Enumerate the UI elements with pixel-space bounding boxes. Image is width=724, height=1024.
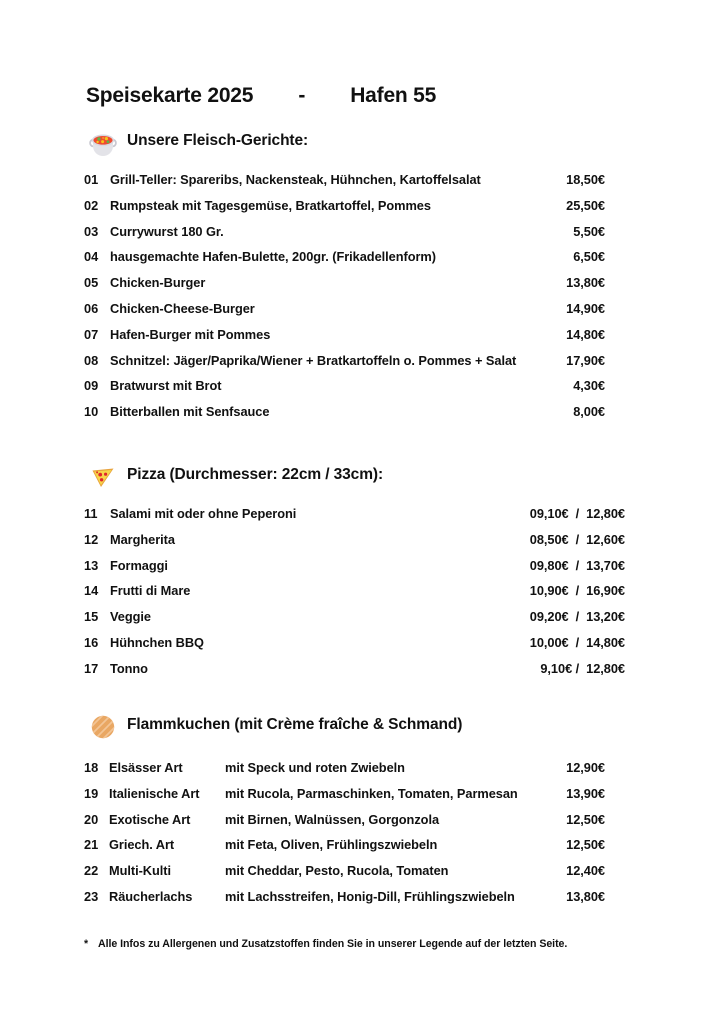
menu-item-row [0,275,724,301]
section-title: Pizza (Durchmesser: 22cm / 33cm): [127,466,384,483]
item-price: 25,50€ [566,197,605,213]
item-name: Hühnchen BBQ [110,634,204,650]
item-name: Veggie [110,609,151,625]
item-name: hausgemachte Hafen-Bulette, 200gr. (Frikadellenform) [110,249,436,265]
item-list [0,172,724,430]
item-description: mit Speck und roten Zwiebeln [225,760,405,775]
item-number: 18 [84,760,99,775]
menu-item-row [0,404,724,430]
item-number: 20 [84,811,99,827]
item-number: 17 [84,660,99,676]
menu-item-row [0,301,724,327]
menu-item-row [0,353,724,379]
item-price: 6,50€ [573,249,605,265]
item-name: Exotische Art [109,811,191,827]
item-number: 14 [84,583,99,599]
item-name: Formaggi [110,557,168,573]
menu-item-row [0,172,724,198]
item-number: 05 [84,275,99,291]
menu-item-row [0,760,724,786]
item-price: 18,50€ [566,172,605,187]
item-number: 04 [84,249,99,265]
item-number: 13 [84,557,99,573]
item-price: 17,90€ [566,352,605,368]
item-price: 10,90€ / 16,90€ [529,583,625,599]
menu-item-row [0,506,724,532]
item-number: 12 [84,531,99,547]
item-number: 09 [84,378,99,394]
menu-item-row [0,812,724,838]
item-name: Räucherlachs [109,888,193,904]
menu-item-row [0,837,724,863]
item-name: Currywurst 180 Gr. [110,223,224,239]
menu-item-row [0,786,724,812]
item-number: 01 [84,172,99,187]
menu-item-row [0,327,724,353]
section-header [0,712,724,742]
item-price: 12,90€ [566,760,605,775]
pizza-slice-icon [88,462,118,492]
menu-item-row [0,558,724,584]
item-list [0,760,724,915]
section-header [0,128,724,158]
item-price: 12,50€ [566,837,605,853]
menu-item-row [0,378,724,404]
item-name: Chicken-Cheese-Burger [110,300,255,316]
item-number: 16 [84,634,99,650]
menu-item-row [0,249,724,275]
allergen-footnote [84,938,567,950]
pot-of-food-icon [88,128,118,158]
item-name: Schnitzel: Jäger/Paprika/Wiener + Bratkartoffeln o. Pommes + Salat [110,352,517,368]
item-number: 06 [84,300,99,316]
item-description: mit Lachsstreifen, Honig-Dill, Frühlingszwiebeln [225,888,515,904]
footnote-marker: * [84,938,89,950]
menu-item-row [0,889,724,915]
item-price: 5,50€ [573,223,605,239]
menu-item-row [0,609,724,635]
item-price: 09,20€ / 13,20€ [529,609,625,625]
item-name: Multi-Kulti [109,863,171,879]
item-price: 13,80€ [566,275,605,291]
page-title: Speisekarte 2025 - Hafen 55 [86,84,437,107]
item-price: 08,50€ / 12,60€ [529,531,625,547]
menu-item-row [0,661,724,687]
section-title: Flammkuchen (mit Crème fraîche & Schmand) [127,716,463,733]
item-number: 11 [84,506,98,521]
item-price: 13,80€ [566,888,605,904]
item-name: Hafen-Burger mit Pommes [110,326,271,342]
item-price: 14,80€ [566,326,605,342]
item-name: Salami mit oder ohne Peperoni [110,506,297,521]
item-price: 9,10€ / 12,80€ [540,660,625,676]
item-name: Italienische Art [109,785,200,801]
item-price: 14,90€ [566,300,605,316]
menu-item-row [0,863,724,889]
item-price: 09,80€ / 13,70€ [529,557,625,573]
item-number: 08 [84,352,99,368]
footnote-text: Alle Infos zu Allergenen und Zusatzstoffen finden Sie in unserer Legende auf der letzten Seite. [98,938,568,950]
section-fleisch [0,128,724,430]
menu-item-row [0,635,724,661]
flatbread-cracker-icon [88,712,118,742]
menu-item-row [0,198,724,224]
item-name: Rumpsteak mit Tagesgemüse, Bratkartoffel, Pommes [110,197,431,213]
item-description: mit Cheddar, Pesto, Rucola, Tomaten [225,863,449,879]
item-price: 09,10€ / 12,80€ [529,506,625,521]
item-number: 22 [84,863,99,879]
item-number: 23 [84,888,99,904]
item-description: mit Feta, Oliven, Frühlingszwiebeln [225,837,438,853]
item-name: Bratwurst mit Brot [110,378,222,394]
item-price: 12,50€ [566,811,605,827]
item-description: mit Rucola, Parmaschinken, Tomaten, Parmesan [225,785,518,801]
section-pizza [0,462,724,687]
item-price: 4,30€ [573,378,605,394]
item-name: Bitterballen mit Senfsauce [110,404,270,420]
item-name: Griech. Art [109,837,175,853]
item-price: 12,40€ [566,863,605,879]
item-name: Frutti di Mare [110,583,191,599]
item-name: Tonno [110,660,148,676]
item-number: 03 [84,223,99,239]
item-number: 10 [84,404,99,420]
section-flammkuchen [0,712,724,915]
item-name: Elsässer Art [109,760,183,775]
item-description: mit Birnen, Walnüssen, Gorgonzola [225,811,440,827]
menu-item-row [0,583,724,609]
item-number: 21 [84,837,99,853]
menu-item-row [0,224,724,250]
item-number: 19 [84,785,99,801]
menu-item-row [0,532,724,558]
item-name: Margherita [110,531,175,547]
item-number: 15 [84,609,99,625]
item-price: 13,90€ [566,785,605,801]
item-name: Grill-Teller: Spareribs, Nackensteak, Hühnchen, Kartoffelsalat [110,172,481,187]
section-header [0,462,724,492]
item-list [0,506,724,687]
item-price: 8,00€ [573,404,605,420]
item-number: 07 [84,326,99,342]
item-price: 10,00€ / 14,80€ [529,634,625,650]
section-title: Unsere Fleisch-Gerichte: [127,132,309,149]
item-number: 02 [84,197,99,213]
item-name: Chicken-Burger [110,275,206,291]
